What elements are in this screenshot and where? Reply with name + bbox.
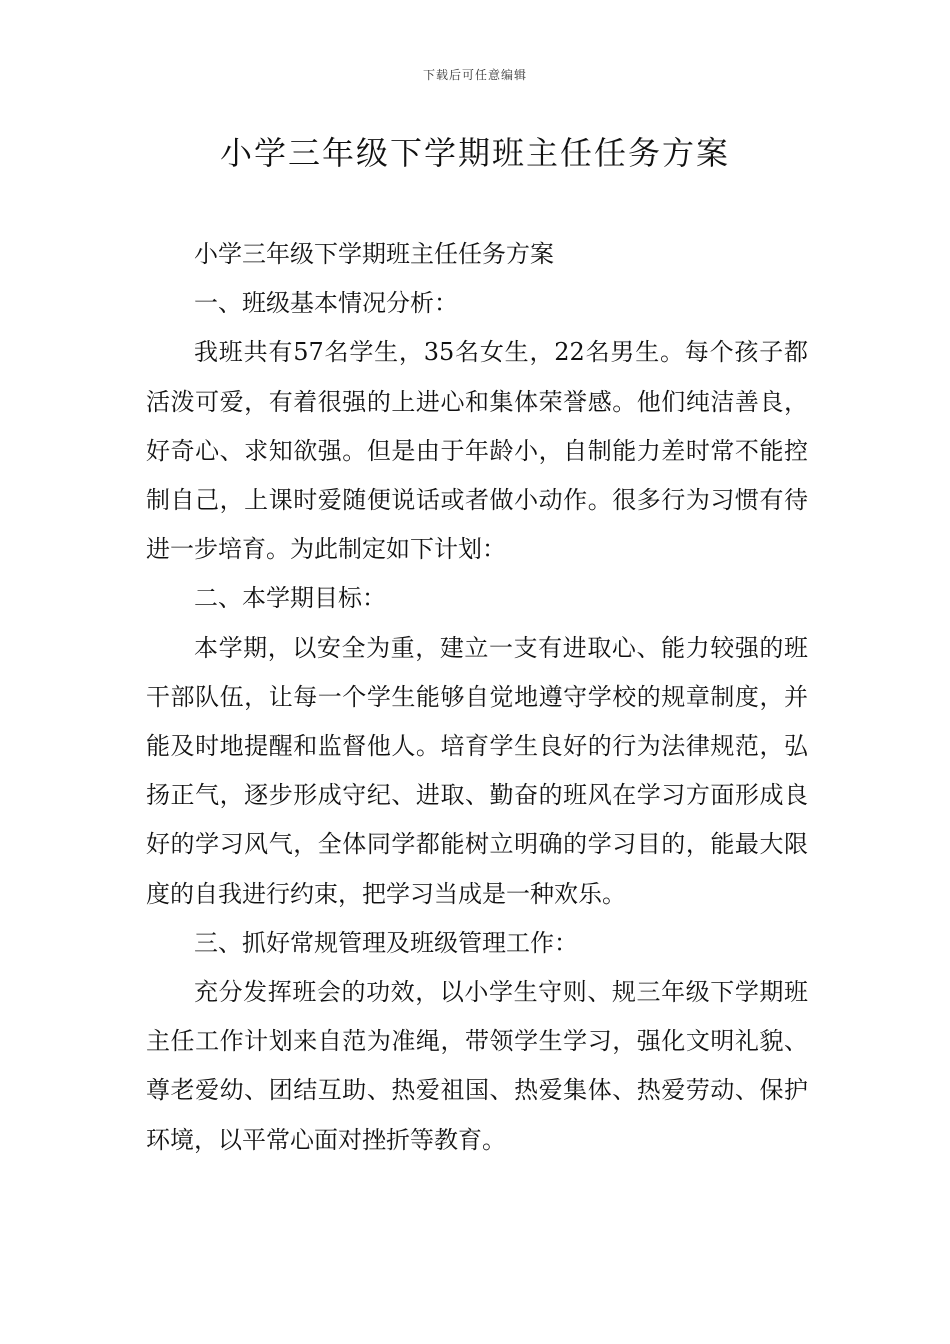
paragraph-heading-1: 一、班级基本情况分析： (194, 289, 458, 318)
paragraph-subtitle: 小学三年级下学期班主任任务方案 (194, 240, 554, 268)
paragraph-semester-goals: 本学期，以安全为重，建立一支有进取心、能力较强的班干部队伍，让每一个学生能够自觉地遵守学校的规章制度，并能及时地提醒和监督他人。培育学生良好的行为法律规范，弘扬正气，逐步形成守纪、进取、勤奋的班风在学习方面形成良好的学习风气，全体同学都能树立明确的学习目的，能最大限度的自我进行约束，把学习当成是一种欢乐。 (146, 633, 808, 908)
header-note: 下载后可任意编辑 (422, 68, 527, 82)
paragraph-routine-management: 充分发挥班会的功效，以小学生守则、规三年级下学期班主任工作计划来自范为准绳，带领学生学习，强化文明礼貌、尊老爱幼、团结互助、热爱祖国、热爱集体、热爱劳动、保护环境，以平常心面对挫折等教育。 (146, 978, 808, 1154)
document-title: 小学三年级下学期班主任任务方案 (219, 134, 730, 172)
document-body (146, 230, 808, 1165)
paragraph-heading-2: 二、本学期目标： (194, 584, 386, 613)
paragraph-class-analysis: 我班共有57名学生，35名女生，22名男生。每个孩子都活泼可爱，有着很强的上进心和集体荣誉感。他们纯洁善良，好奇心、求知欲强。但是由于年龄小，自制能力差时常不能控制自己，上课时爱随便说话或者做小动作。很多行为习惯有待进一步培育。为此制定如下计划： (146, 338, 808, 564)
paragraph-heading-3: 三、抓好常规管理及班级管理工作： (194, 928, 578, 957)
